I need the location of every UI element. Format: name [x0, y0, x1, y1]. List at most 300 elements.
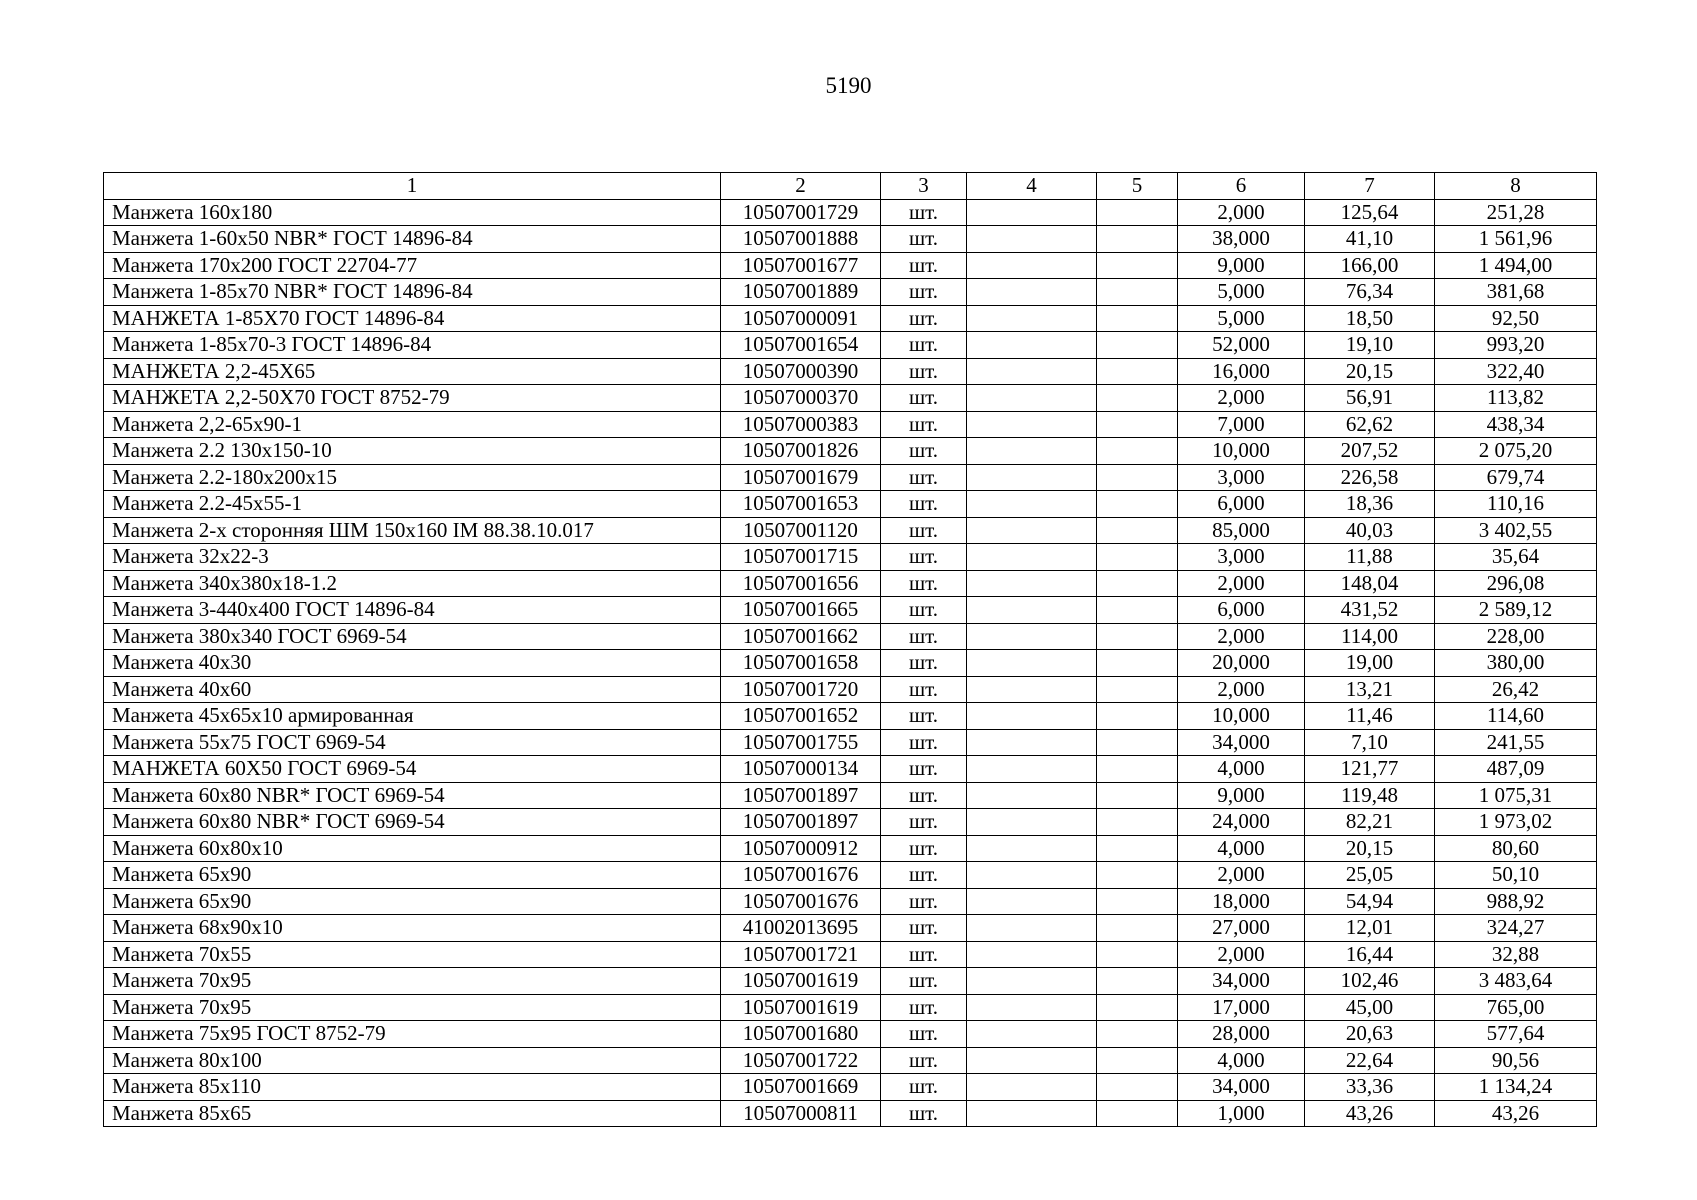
price-cell: 16,44	[1305, 941, 1435, 968]
item-code-cell: 10507001677	[721, 252, 881, 279]
price-cell: 102,46	[1305, 968, 1435, 995]
item-name-cell: Манжета 45х65х10 армированная	[104, 703, 721, 730]
column-5-cell	[1097, 199, 1178, 226]
table-row	[104, 623, 1597, 650]
item-name-cell: МАНЖЕТА 60Х50 ГОСТ 6969-54	[104, 756, 721, 783]
quantity-cell: 3,000	[1178, 464, 1305, 491]
unit-cell: шт.	[881, 941, 967, 968]
column-4-cell	[967, 199, 1097, 226]
column-5-cell	[1097, 676, 1178, 703]
sum-cell: 92,50	[1435, 305, 1597, 332]
sum-cell: 50,10	[1435, 862, 1597, 889]
unit-cell: шт.	[881, 623, 967, 650]
table-row	[104, 517, 1597, 544]
unit-cell: шт.	[881, 570, 967, 597]
column-5-cell	[1097, 729, 1178, 756]
sum-cell: 1 075,31	[1435, 782, 1597, 809]
unit-cell: шт.	[881, 597, 967, 624]
sum-cell: 765,00	[1435, 994, 1597, 1021]
price-cell: 431,52	[1305, 597, 1435, 624]
sum-cell: 1 494,00	[1435, 252, 1597, 279]
unit-cell: шт.	[881, 385, 967, 412]
sum-cell: 2 075,20	[1435, 438, 1597, 465]
quantity-cell: 9,000	[1178, 782, 1305, 809]
column-4-cell	[967, 305, 1097, 332]
table-row	[104, 385, 1597, 412]
item-code-cell: 10507001679	[721, 464, 881, 491]
column-5-cell	[1097, 385, 1178, 412]
column-5-cell	[1097, 438, 1178, 465]
sum-cell: 110,16	[1435, 491, 1597, 518]
column-5-cell	[1097, 1047, 1178, 1074]
price-cell: 7,10	[1305, 729, 1435, 756]
item-name-cell: Манжета 65х90	[104, 888, 721, 915]
unit-cell: шт.	[881, 491, 967, 518]
item-code-cell: 10507001826	[721, 438, 881, 465]
table-row	[104, 199, 1597, 226]
item-code-cell: 10507001652	[721, 703, 881, 730]
item-code-cell: 41002013695	[721, 915, 881, 942]
table-row	[104, 438, 1597, 465]
unit-cell: шт.	[881, 1074, 967, 1101]
quantity-cell: 34,000	[1178, 1074, 1305, 1101]
column-5-cell	[1097, 252, 1178, 279]
sum-cell: 228,00	[1435, 623, 1597, 650]
quantity-cell: 2,000	[1178, 199, 1305, 226]
page-number: 5190	[825, 73, 872, 98]
table-row	[104, 994, 1597, 1021]
price-cell: 20,63	[1305, 1021, 1435, 1048]
column-5-cell	[1097, 941, 1178, 968]
column-4-cell	[967, 994, 1097, 1021]
column-4-cell	[967, 252, 1097, 279]
unit-cell: шт.	[881, 438, 967, 465]
unit-cell: шт.	[881, 358, 967, 385]
sum-cell: 381,68	[1435, 279, 1597, 306]
price-cell: 125,64	[1305, 199, 1435, 226]
quantity-cell: 4,000	[1178, 756, 1305, 783]
item-name-cell: Манжета 70х95	[104, 994, 721, 1021]
column-5-cell	[1097, 464, 1178, 491]
sum-cell: 322,40	[1435, 358, 1597, 385]
unit-cell: шт.	[881, 517, 967, 544]
item-name-cell: Манжета 2.2-45х55-1	[104, 491, 721, 518]
item-name-cell: Манжета 160х180	[104, 199, 721, 226]
unit-cell: шт.	[881, 888, 967, 915]
item-name-cell: Манжета 2-х сторонняя ШМ 150х160 IM 88.38.10.017	[104, 517, 721, 544]
quantity-cell: 1,000	[1178, 1100, 1305, 1127]
unit-cell: шт.	[881, 1047, 967, 1074]
quantity-cell: 2,000	[1178, 570, 1305, 597]
table-row	[104, 252, 1597, 279]
sum-cell: 26,42	[1435, 676, 1597, 703]
item-code-cell: 10507000134	[721, 756, 881, 783]
price-cell: 226,58	[1305, 464, 1435, 491]
sum-cell: 1 561,96	[1435, 226, 1597, 253]
unit-cell: шт.	[881, 915, 967, 942]
item-name-cell: МАНЖЕТА 2,2-50Х70 ГОСТ 8752-79	[104, 385, 721, 412]
item-code-cell: 10507000912	[721, 835, 881, 862]
item-code-cell: 10507001897	[721, 809, 881, 836]
table-header-row	[104, 173, 1597, 200]
column-5-cell	[1097, 994, 1178, 1021]
item-code-cell: 10507001888	[721, 226, 881, 253]
column-header: 1	[104, 173, 721, 200]
quantity-cell: 28,000	[1178, 1021, 1305, 1048]
quantity-cell: 34,000	[1178, 968, 1305, 995]
column-5-cell	[1097, 305, 1178, 332]
quantity-cell: 6,000	[1178, 491, 1305, 518]
table-row	[104, 1021, 1597, 1048]
item-code-cell: 10507001120	[721, 517, 881, 544]
table-row	[104, 650, 1597, 677]
column-4-cell	[967, 756, 1097, 783]
item-name-cell: Манжета 380х340 ГОСТ 6969-54	[104, 623, 721, 650]
sum-cell: 1 134,24	[1435, 1074, 1597, 1101]
quantity-cell: 9,000	[1178, 252, 1305, 279]
column-4-cell	[967, 915, 1097, 942]
column-4-cell	[967, 729, 1097, 756]
item-code-cell: 10507001722	[721, 1047, 881, 1074]
item-name-cell: Манжета 60х80 NBR* ГОСТ 6969-54	[104, 782, 721, 809]
column-4-cell	[967, 517, 1097, 544]
price-cell: 18,36	[1305, 491, 1435, 518]
quantity-cell: 2,000	[1178, 941, 1305, 968]
unit-cell: шт.	[881, 199, 967, 226]
item-name-cell: Манжета 1-85х70-3 ГОСТ 14896-84	[104, 332, 721, 359]
unit-cell: шт.	[881, 411, 967, 438]
column-4-cell	[967, 703, 1097, 730]
price-cell: 11,88	[1305, 544, 1435, 571]
table-row	[104, 491, 1597, 518]
item-code-cell: 10507001889	[721, 279, 881, 306]
sum-cell: 114,60	[1435, 703, 1597, 730]
quantity-cell: 52,000	[1178, 332, 1305, 359]
sum-cell: 296,08	[1435, 570, 1597, 597]
item-name-cell: Манжета 340х380х18-1.2	[104, 570, 721, 597]
column-5-cell	[1097, 544, 1178, 571]
table-row	[104, 676, 1597, 703]
column-5-cell	[1097, 332, 1178, 359]
price-cell: 121,77	[1305, 756, 1435, 783]
unit-cell: шт.	[881, 650, 967, 677]
column-4-cell	[967, 782, 1097, 809]
unit-cell: шт.	[881, 279, 967, 306]
item-name-cell: Манжета 40х30	[104, 650, 721, 677]
column-4-cell	[967, 623, 1097, 650]
column-header: 2	[721, 173, 881, 200]
table-row	[104, 809, 1597, 836]
table-row	[104, 305, 1597, 332]
item-name-cell: Манжета 80х100	[104, 1047, 721, 1074]
item-code-cell: 10507001619	[721, 968, 881, 995]
column-5-cell	[1097, 411, 1178, 438]
price-cell: 43,26	[1305, 1100, 1435, 1127]
unit-cell: шт.	[881, 809, 967, 836]
column-5-cell	[1097, 517, 1178, 544]
column-4-cell	[967, 597, 1097, 624]
column-4-cell	[967, 438, 1097, 465]
column-5-cell	[1097, 756, 1178, 783]
price-cell: 25,05	[1305, 862, 1435, 889]
table-row	[104, 756, 1597, 783]
column-4-cell	[967, 968, 1097, 995]
column-4-cell	[967, 544, 1097, 571]
item-name-cell: Манжета 3-440х400 ГОСТ 14896-84	[104, 597, 721, 624]
column-4-cell	[967, 809, 1097, 836]
price-cell: 54,94	[1305, 888, 1435, 915]
column-5-cell	[1097, 915, 1178, 942]
quantity-cell: 5,000	[1178, 305, 1305, 332]
column-5-cell	[1097, 279, 1178, 306]
table-row	[104, 570, 1597, 597]
table-row	[104, 226, 1597, 253]
item-name-cell: Манжета 1-85х70 NBR* ГОСТ 14896-84	[104, 279, 721, 306]
item-name-cell: Манжета 60х80 NBR* ГОСТ 6969-54	[104, 809, 721, 836]
quantity-cell: 2,000	[1178, 676, 1305, 703]
column-5-cell	[1097, 226, 1178, 253]
item-code-cell: 10507001729	[721, 199, 881, 226]
price-cell: 56,91	[1305, 385, 1435, 412]
price-cell: 12,01	[1305, 915, 1435, 942]
sum-cell: 43,26	[1435, 1100, 1597, 1127]
item-code-cell: 10507001656	[721, 570, 881, 597]
quantity-cell: 10,000	[1178, 438, 1305, 465]
column-4-cell	[967, 385, 1097, 412]
item-code-cell: 10507001715	[721, 544, 881, 571]
table-row	[104, 279, 1597, 306]
quantity-cell: 18,000	[1178, 888, 1305, 915]
column-5-cell	[1097, 782, 1178, 809]
column-4-cell	[967, 862, 1097, 889]
table-row	[104, 835, 1597, 862]
unit-cell: шт.	[881, 782, 967, 809]
sum-cell: 988,92	[1435, 888, 1597, 915]
quantity-cell: 2,000	[1178, 623, 1305, 650]
unit-cell: шт.	[881, 703, 967, 730]
item-code-cell: 10507001720	[721, 676, 881, 703]
column-5-cell	[1097, 968, 1178, 995]
item-name-cell: Манжета 2.2-180х200х15	[104, 464, 721, 491]
item-name-cell: Манжета 55х75 ГОСТ 6969-54	[104, 729, 721, 756]
table-row	[104, 1047, 1597, 1074]
unit-cell: шт.	[881, 968, 967, 995]
sum-cell: 438,34	[1435, 411, 1597, 438]
column-5-cell	[1097, 491, 1178, 518]
column-header: 5	[1097, 173, 1178, 200]
quantity-cell: 5,000	[1178, 279, 1305, 306]
column-header: 6	[1178, 173, 1305, 200]
item-code-cell: 10507000390	[721, 358, 881, 385]
unit-cell: шт.	[881, 544, 967, 571]
item-name-cell: Манжета 2.2 130х150-10	[104, 438, 721, 465]
sum-cell: 241,55	[1435, 729, 1597, 756]
quantity-cell: 2,000	[1178, 862, 1305, 889]
quantity-cell: 7,000	[1178, 411, 1305, 438]
item-name-cell: Манжета 32х22-3	[104, 544, 721, 571]
column-4-cell	[967, 650, 1097, 677]
column-header: 4	[967, 173, 1097, 200]
column-4-cell	[967, 226, 1097, 253]
price-cell: 148,04	[1305, 570, 1435, 597]
quantity-cell: 4,000	[1178, 1047, 1305, 1074]
column-4-cell	[967, 464, 1097, 491]
column-4-cell	[967, 332, 1097, 359]
item-code-cell: 10507001653	[721, 491, 881, 518]
item-code-cell: 10507001680	[721, 1021, 881, 1048]
price-cell: 62,62	[1305, 411, 1435, 438]
item-name-cell: МАНЖЕТА 1-85Х70 ГОСТ 14896-84	[104, 305, 721, 332]
table-row	[104, 941, 1597, 968]
unit-cell: шт.	[881, 862, 967, 889]
table-body	[104, 199, 1597, 1127]
column-5-cell	[1097, 623, 1178, 650]
item-code-cell: 10507001619	[721, 994, 881, 1021]
column-4-cell	[967, 570, 1097, 597]
sum-cell: 380,00	[1435, 650, 1597, 677]
price-cell: 22,64	[1305, 1047, 1435, 1074]
price-cell: 40,03	[1305, 517, 1435, 544]
unit-cell: шт.	[881, 226, 967, 253]
table-row	[104, 1100, 1597, 1127]
price-cell: 19,10	[1305, 332, 1435, 359]
column-5-cell	[1097, 835, 1178, 862]
sum-cell: 577,64	[1435, 1021, 1597, 1048]
item-code-cell: 10507001654	[721, 332, 881, 359]
column-5-cell	[1097, 597, 1178, 624]
column-4-cell	[967, 279, 1097, 306]
item-name-cell: МАНЖЕТА 2,2-45Х65	[104, 358, 721, 385]
price-cell: 11,46	[1305, 703, 1435, 730]
unit-cell: шт.	[881, 756, 967, 783]
item-code-cell: 10507001755	[721, 729, 881, 756]
table-row	[104, 597, 1597, 624]
item-code-cell: 10507001721	[721, 941, 881, 968]
sum-cell: 993,20	[1435, 332, 1597, 359]
table-row	[104, 968, 1597, 995]
item-name-cell: Манжета 85х65	[104, 1100, 721, 1127]
quantity-cell: 17,000	[1178, 994, 1305, 1021]
sum-cell: 251,28	[1435, 199, 1597, 226]
column-4-cell	[967, 941, 1097, 968]
sum-cell: 113,82	[1435, 385, 1597, 412]
item-code-cell: 10507000383	[721, 411, 881, 438]
price-cell: 33,36	[1305, 1074, 1435, 1101]
item-code-cell: 10507001662	[721, 623, 881, 650]
column-4-cell	[967, 676, 1097, 703]
sum-cell: 679,74	[1435, 464, 1597, 491]
item-name-cell: Манжета 65х90	[104, 862, 721, 889]
table-row	[104, 411, 1597, 438]
column-4-cell	[967, 491, 1097, 518]
table-row	[104, 782, 1597, 809]
price-cell: 45,00	[1305, 994, 1435, 1021]
quantity-cell: 2,000	[1178, 385, 1305, 412]
item-code-cell: 10507001658	[721, 650, 881, 677]
item-code-cell: 10507000091	[721, 305, 881, 332]
unit-cell: шт.	[881, 835, 967, 862]
column-4-cell	[967, 1021, 1097, 1048]
column-5-cell	[1097, 1021, 1178, 1048]
table-row	[104, 358, 1597, 385]
sum-cell: 3 402,55	[1435, 517, 1597, 544]
sum-cell: 32,88	[1435, 941, 1597, 968]
item-name-cell: Манжета 85х110	[104, 1074, 721, 1101]
item-code-cell: 10507001676	[721, 862, 881, 889]
column-4-cell	[967, 1074, 1097, 1101]
column-5-cell	[1097, 650, 1178, 677]
unit-cell: шт.	[881, 252, 967, 279]
unit-cell: шт.	[881, 332, 967, 359]
item-name-cell: Манжета 40х60	[104, 676, 721, 703]
price-cell: 114,00	[1305, 623, 1435, 650]
quantity-cell: 10,000	[1178, 703, 1305, 730]
item-code-cell: 10507001676	[721, 888, 881, 915]
price-cell: 20,15	[1305, 835, 1435, 862]
column-header: 7	[1305, 173, 1435, 200]
column-5-cell	[1097, 703, 1178, 730]
price-cell: 13,21	[1305, 676, 1435, 703]
unit-cell: шт.	[881, 305, 967, 332]
price-cell: 207,52	[1305, 438, 1435, 465]
column-5-cell	[1097, 862, 1178, 889]
table-row	[104, 332, 1597, 359]
item-name-cell: Манжета 68х90х10	[104, 915, 721, 942]
column-4-cell	[967, 835, 1097, 862]
unit-cell: шт.	[881, 1021, 967, 1048]
item-code-cell: 10507001669	[721, 1074, 881, 1101]
column-header: 8	[1435, 173, 1597, 200]
table-row	[104, 915, 1597, 942]
item-name-cell: Манжета 60х80х10	[104, 835, 721, 862]
sum-cell: 2 589,12	[1435, 597, 1597, 624]
column-5-cell	[1097, 888, 1178, 915]
item-name-cell: Манжета 1-60х50 NBR* ГОСТ 14896-84	[104, 226, 721, 253]
item-name-cell: Манжета 2,2-65х90-1	[104, 411, 721, 438]
sum-cell: 3 483,64	[1435, 968, 1597, 995]
price-cell: 20,15	[1305, 358, 1435, 385]
column-4-cell	[967, 411, 1097, 438]
column-5-cell	[1097, 1074, 1178, 1101]
table-row	[104, 1074, 1597, 1101]
unit-cell: шт.	[881, 676, 967, 703]
column-4-cell	[967, 358, 1097, 385]
item-name-cell: Манжета 70х95	[104, 968, 721, 995]
price-cell: 166,00	[1305, 252, 1435, 279]
price-cell: 82,21	[1305, 809, 1435, 836]
table-row	[104, 729, 1597, 756]
column-5-cell	[1097, 570, 1178, 597]
item-code-cell: 10507000811	[721, 1100, 881, 1127]
unit-cell: шт.	[881, 464, 967, 491]
column-5-cell	[1097, 809, 1178, 836]
sum-cell: 487,09	[1435, 756, 1597, 783]
table-row	[104, 888, 1597, 915]
quantity-cell: 6,000	[1178, 597, 1305, 624]
table-row	[104, 464, 1597, 491]
sum-cell: 80,60	[1435, 835, 1597, 862]
item-name-cell: Манжета 75х95 ГОСТ 8752-79	[104, 1021, 721, 1048]
unit-cell: шт.	[881, 1100, 967, 1127]
sum-cell: 324,27	[1435, 915, 1597, 942]
unit-cell: шт.	[881, 729, 967, 756]
column-header: 3	[881, 173, 967, 200]
price-cell: 76,34	[1305, 279, 1435, 306]
sum-cell: 35,64	[1435, 544, 1597, 571]
sum-cell: 90,56	[1435, 1047, 1597, 1074]
quantity-cell: 85,000	[1178, 517, 1305, 544]
item-name-cell: Манжета 170х200 ГОСТ 22704-77	[104, 252, 721, 279]
